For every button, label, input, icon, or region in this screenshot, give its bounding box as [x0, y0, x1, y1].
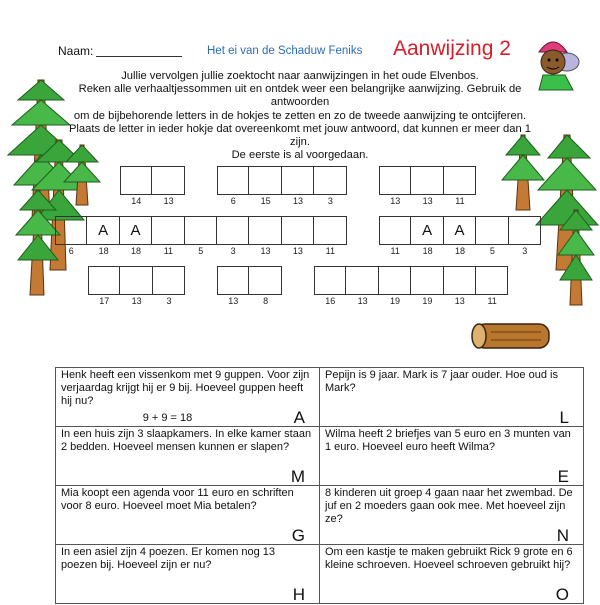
- letter-box-cell[interactable]: [476, 266, 508, 295]
- letter-box-number: 13: [228, 296, 239, 306]
- letter-box-cell[interactable]: [282, 216, 314, 245]
- problem-cell[interactable]: [320, 545, 584, 604]
- letter-box-cell[interactable]: [282, 166, 314, 195]
- name-input-line[interactable]: [96, 56, 182, 57]
- letter-box[interactable]: [444, 216, 476, 256]
- letter-box-number: 11: [163, 246, 174, 256]
- letter-box-number: 11: [487, 296, 497, 306]
- letter-box-cell[interactable]: [249, 166, 281, 195]
- letter-box-cell[interactable]: [411, 266, 443, 295]
- instruction-line: Plaats de letter in ieder hokje dat overeenkomt met jouw antwoord, dat kunnen er meer dan 1 zijn.: [68, 122, 532, 149]
- letter-box-cell[interactable]: [88, 266, 120, 295]
- problem-text: Om een kastje te maken gebruikt Rick 9 grote en 6 kleine schroeven. Hoeveel schroeven gebruikt hij?: [325, 546, 573, 571]
- letter-box-cell[interactable]: A: [87, 216, 119, 245]
- letter-box[interactable]: [444, 166, 476, 206]
- instructions: [60, 70, 540, 162]
- letter-box-number: 13: [131, 296, 142, 306]
- word-group: [379, 166, 476, 206]
- instruction-line: Jullie vervolgen jullie zoektocht naar aanwijzingen in het oude Elvenbos.: [121, 70, 479, 82]
- letter-box-cell[interactable]: [444, 266, 476, 295]
- letter-box[interactable]: [185, 216, 217, 256]
- letter-box[interactable]: [411, 216, 443, 256]
- problem-cell[interactable]: [56, 545, 320, 604]
- letter-box-number: 14: [131, 196, 142, 206]
- letter-box-cell[interactable]: [314, 266, 346, 295]
- letter-box-number: 13: [357, 296, 368, 306]
- letter-box[interactable]: [346, 266, 378, 306]
- letter-box-number: 3: [522, 246, 528, 256]
- letter-box[interactable]: [249, 166, 281, 206]
- letter-box[interactable]: [476, 216, 508, 256]
- letter-box[interactable]: [444, 266, 476, 306]
- letter-box[interactable]: [120, 216, 152, 256]
- letter-box-cell[interactable]: [120, 266, 152, 295]
- letter-box[interactable]: [282, 166, 314, 206]
- letter-box[interactable]: [314, 266, 346, 306]
- problem-letter: L: [559, 408, 569, 427]
- letter-box-number: 18: [422, 246, 433, 256]
- letter-box-number: 3: [166, 296, 172, 306]
- letter-box-number: 13: [454, 296, 465, 306]
- letter-box-cell[interactable]: [217, 266, 249, 295]
- letter-box[interactable]: [120, 266, 152, 306]
- problem-letter: M: [290, 467, 305, 486]
- instruction-line: De eerste is al voorgedaan.: [231, 149, 369, 162]
- problem-text: Henk heeft een vissenkom met 9 guppen. Voor zijn verjaardag krijgt hij er 9 bij. Hoeveel guppen heeft hij nu?: [61, 369, 310, 407]
- problem-letter: N: [556, 526, 569, 545]
- letter-box[interactable]: [249, 266, 281, 306]
- log-image: [467, 318, 555, 354]
- letter-box[interactable]: [88, 266, 120, 306]
- letter-box[interactable]: [509, 216, 541, 256]
- problems-table: [55, 367, 584, 604]
- letter-box-number: 6: [68, 246, 74, 256]
- letter-box[interactable]: [476, 266, 508, 306]
- problem-text: 8 kinderen uit groep 4 gaan naar het zwembad. De juf en 2 moeders gaan ook mee. Met hoeveel zijn ze?: [325, 487, 573, 525]
- problem-answer[interactable]: 9 + 9 = 18: [142, 412, 193, 424]
- letter-box-number: 13: [292, 246, 303, 256]
- letter-box[interactable]: [314, 166, 346, 206]
- letter-box-number: 13: [422, 196, 433, 206]
- word-group: [88, 266, 185, 306]
- letter-box-number: 13: [163, 196, 174, 206]
- letter-box-cell[interactable]: [379, 216, 411, 245]
- letter-box[interactable]: [217, 266, 249, 306]
- problem-letter: O: [555, 585, 569, 604]
- letter-box[interactable]: [379, 216, 411, 256]
- table-row: [56, 368, 584, 427]
- letter-box-number: 19: [422, 296, 433, 306]
- letter-box-number: 5: [198, 246, 204, 256]
- letter-box-number: 18: [98, 246, 109, 256]
- problem-text: Wilma heeft 2 briefjes van 5 euro en 3 munten van 1 euro. Hoeveel euro heeft Wilma?: [325, 428, 571, 453]
- problem-cell[interactable]: [56, 368, 320, 427]
- letter-box-cell[interactable]: [217, 166, 249, 195]
- letter-box-cell[interactable]: A: [444, 216, 476, 245]
- letter-box-number: 13: [390, 196, 401, 206]
- letter-box-number: 6: [230, 196, 236, 206]
- table-row: [56, 486, 584, 545]
- problem-text: Pepijn is 9 jaar. Mark is 7 jaar ouder. Hoe oud is Mark?: [325, 369, 558, 394]
- letter-box-cell[interactable]: [217, 216, 249, 245]
- letter-box-number: 3: [230, 246, 236, 256]
- word-group: [120, 166, 185, 206]
- letter-box-number: 15: [260, 196, 271, 206]
- letter-box[interactable]: [379, 266, 411, 306]
- letter-box-cell[interactable]: [346, 266, 378, 295]
- letter-box[interactable]: [87, 216, 119, 256]
- letter-box[interactable]: [282, 216, 314, 256]
- letter-box[interactable]: [314, 216, 346, 256]
- letter-box[interactable]: [217, 216, 249, 256]
- instruction-line: om de bijbehorende letters in de hokjes te zetten en zo de tweede aanwijzing te ontcijferen.: [73, 109, 527, 122]
- letter-box[interactable]: [249, 216, 281, 256]
- letter-box-number: 13: [260, 246, 271, 256]
- letter-box-number: 11: [325, 246, 335, 256]
- letter-box-cell[interactable]: [120, 166, 152, 195]
- problem-text: In een asiel zijn 4 poezen. Er komen nog 13 poezen bij. Hoeveel zijn er nu?: [61, 546, 276, 571]
- problem-letter: G: [291, 526, 305, 545]
- letter-box[interactable]: [411, 266, 443, 306]
- letter-box-cell[interactable]: A: [120, 216, 152, 245]
- letter-box-number: 19: [389, 296, 400, 306]
- letter-box-cell[interactable]: [55, 216, 87, 245]
- letter-box-number: 18: [130, 246, 141, 256]
- letter-box-cell[interactable]: [379, 166, 411, 195]
- letter-box[interactable]: [55, 216, 87, 256]
- letter-box-number: 5: [489, 246, 495, 256]
- letter-box-number: 13: [292, 196, 303, 206]
- instruction-line: Reken alle verhaaltjessommen uit en ontdek weer een belangrijke aanwijzing. Gebruik de antwoorden: [78, 83, 522, 109]
- letter-box-cell[interactable]: [314, 216, 346, 245]
- letter-box[interactable]: [411, 166, 443, 206]
- letter-box-cell[interactable]: [152, 216, 184, 245]
- letter-box[interactable]: [379, 166, 411, 206]
- letter-box-cell[interactable]: [152, 166, 184, 195]
- problem-cell[interactable]: [56, 427, 320, 486]
- letter-box-cell[interactable]: [185, 216, 217, 245]
- letter-box-cell[interactable]: [249, 266, 281, 295]
- problem-cell[interactable]: [320, 427, 584, 486]
- letter-box-cell[interactable]: [379, 266, 411, 295]
- letter-box-number: 16: [325, 296, 336, 306]
- letter-box-number: 18: [454, 246, 465, 256]
- letter-box-number: 11: [390, 246, 400, 256]
- letter-box-number: 17: [99, 296, 110, 306]
- problem-letter: H: [292, 585, 305, 604]
- letter-box-number: 8: [263, 296, 269, 306]
- letter-box-cell[interactable]: [314, 166, 346, 195]
- word-group: [55, 216, 347, 256]
- problem-text: Mia koopt een agenda voor 11 euro en schriften voor 8 euro. Hoeveel moet Mia betalen?: [61, 487, 294, 512]
- letter-box-cell[interactable]: [153, 266, 185, 295]
- letter-box-cell[interactable]: [509, 216, 541, 245]
- word-group: [217, 166, 347, 206]
- problem-cell[interactable]: [56, 486, 320, 545]
- letter-box[interactable]: [152, 216, 184, 256]
- story-title: Het ei van de Schaduw Feniks: [207, 45, 363, 57]
- letter-box-cell[interactable]: [249, 216, 281, 245]
- table-row: [56, 427, 584, 486]
- table-row: [56, 545, 584, 604]
- name-label: Naam:: [58, 44, 94, 58]
- clue-title: Aanwijzing 2: [393, 37, 511, 60]
- problem-cell[interactable]: [320, 486, 584, 545]
- word-group: [314, 266, 508, 306]
- word-group: [217, 266, 282, 306]
- letter-box[interactable]: [153, 266, 185, 306]
- letter-box-cell[interactable]: [444, 166, 476, 195]
- problem-cell[interactable]: [320, 368, 584, 427]
- problem-letter: A: [293, 408, 305, 427]
- letter-box-cell[interactable]: A: [411, 216, 443, 245]
- letter-box-number: 3: [327, 196, 333, 206]
- word-group: [379, 216, 541, 256]
- letter-box-cell[interactable]: [411, 166, 443, 195]
- letter-box-number: 11: [455, 196, 465, 206]
- letter-box[interactable]: [152, 166, 184, 206]
- letter-box[interactable]: [217, 166, 249, 206]
- letter-box-cell[interactable]: [476, 216, 508, 245]
- letter-box[interactable]: [120, 166, 152, 206]
- problem-text: In een huis zijn 3 slaapkamers. In elke kamer staan 2 bedden. Hoeveel mensen kunnen er slapen?: [61, 428, 312, 453]
- problem-letter: E: [557, 467, 569, 486]
